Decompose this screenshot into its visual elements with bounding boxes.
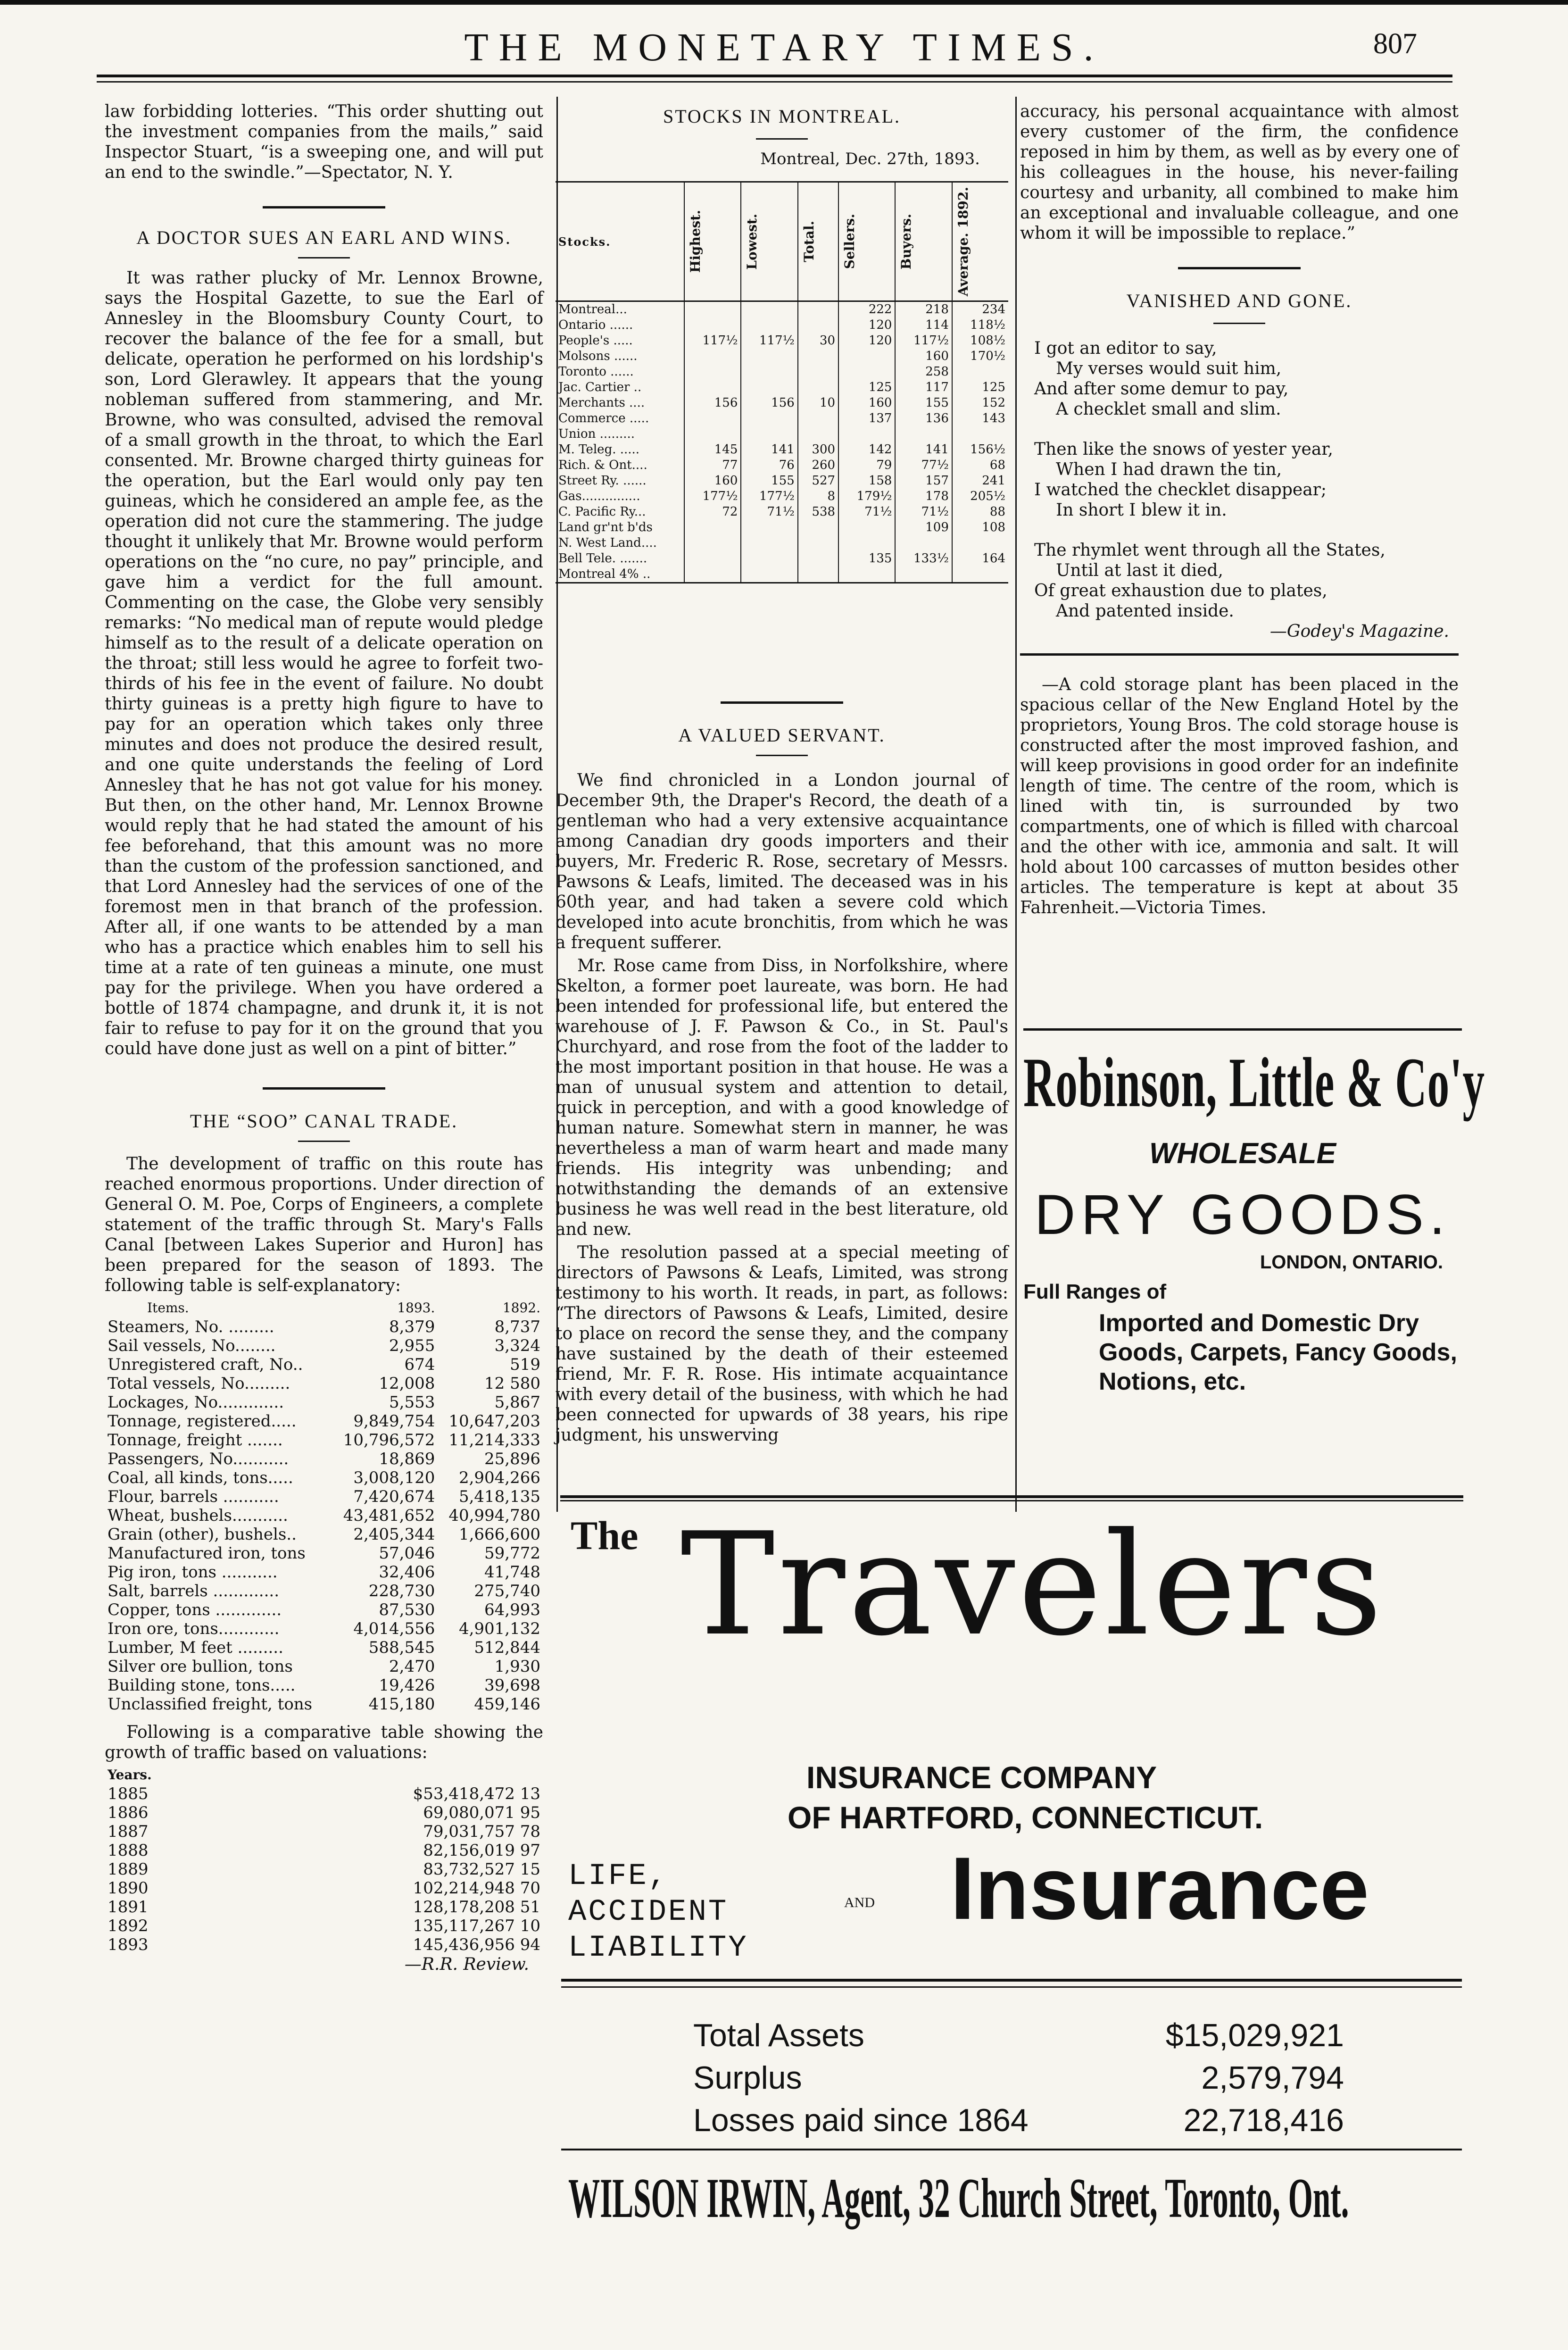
- table-row: [556, 489, 1008, 504]
- stock-value: [838, 426, 895, 442]
- table-row: [556, 473, 1008, 489]
- table-row: [556, 317, 1008, 333]
- stock-value: [798, 520, 838, 535]
- table-row: 1889 83,732,527 15: [108, 1860, 540, 1879]
- stock-value: 68: [952, 458, 1008, 473]
- ad-border: [1023, 1028, 1462, 1031]
- stock-name: C. Pacific Ry...: [558, 505, 646, 519]
- stock-value: [684, 349, 741, 364]
- company-name: Robinson, Little & Co'y: [1023, 1043, 1485, 1122]
- table-row: [556, 458, 1008, 473]
- table-row: 1887 79,031,757 78: [108, 1822, 540, 1841]
- table-header-row: Years.: [108, 1767, 152, 1783]
- stock-name: N. West Land....: [558, 536, 657, 550]
- table-header: Highest.: [688, 210, 703, 273]
- insurance-label: Insurance: [950, 1839, 1369, 1938]
- stock-value: [838, 535, 895, 551]
- stock-name: M. Teleg. .....: [558, 442, 640, 457]
- stock-value: 77½: [895, 458, 952, 473]
- stock-value: 155: [895, 395, 952, 411]
- robinson-little-ad: [1023, 1038, 1485, 1396]
- stock-value: 88: [952, 504, 1008, 520]
- table-row: Salt, barrels ............. 228,730 275,740: [108, 1582, 540, 1600]
- stock-value: [684, 364, 741, 380]
- insurance-kinds: [568, 1858, 748, 1966]
- table-row: [556, 395, 1008, 411]
- stock-value: [952, 364, 1008, 380]
- table-row: [556, 349, 1008, 364]
- table-header: Lowest.: [744, 213, 760, 270]
- header-rule-thin: [97, 81, 1452, 83]
- table-row: Tonnage, registered..... 9,849,754 10,647,203: [108, 1412, 540, 1431]
- kind-life: LIFE,: [568, 1859, 669, 1893]
- figure-value: 2,579,794: [1201, 2060, 1344, 2096]
- poem-line: I watched the checklet disappear;: [1034, 480, 1327, 500]
- stock-value: [895, 567, 952, 582]
- and-label: AND: [844, 1895, 875, 1910]
- ad-divider: [561, 2149, 1462, 2150]
- stock-value: 135: [838, 551, 895, 567]
- column-3: [1020, 101, 1459, 921]
- stock-value: 156½: [952, 442, 1008, 458]
- canal-traffic-table: [105, 1299, 543, 1714]
- table-header: Sellers.: [842, 214, 858, 269]
- poem-line: I got an editor to say,: [1034, 339, 1217, 358]
- stock-value: 120: [838, 317, 895, 333]
- article-title: THE “SOO” CANAL TRADE.: [190, 1110, 458, 1132]
- stock-value: 177½: [684, 489, 741, 504]
- stock-value: 8: [798, 489, 838, 504]
- figure-row: [693, 2057, 1344, 2099]
- table-row: [556, 411, 1008, 426]
- agent-line: WILSON IRWIN, Agent, 32 Church Street, Toronto, Ont.: [568, 2167, 1349, 2229]
- poem-line: Until at last it died,: [1056, 561, 1223, 580]
- stock-value: 137: [838, 411, 895, 426]
- ad-border-thin: [560, 1500, 1463, 1501]
- stock-value: 10: [798, 395, 838, 411]
- figure-label: Losses paid since 1864: [693, 2102, 1029, 2138]
- page-number: 807: [1373, 28, 1417, 60]
- poem: [1020, 338, 1459, 642]
- article-title: A DOCTOR SUES AN EARL AND WINS.: [136, 227, 512, 248]
- table-row: Passengers, No........... 18,869 25,896: [108, 1450, 540, 1468]
- table-row: [556, 380, 1008, 395]
- stock-value: [798, 535, 838, 551]
- article-body: Mr. Rose came from Diss, in Norfolkshire, where Skelton, a former poet laureate, was born. He had been intended for professional life, but entered the warehouse of J. F. Pawson & Co., in St. Paul's Churchyard, and rose from the foot of the ladder to the most important position in that house. He was a man of unusual system and attention to detail, quick in perception, and with a good knowledge of human nature. Somewhat stern in manner, he was nevertheless a man of warm heart and made many friends. His integrity was unbending; and notwithstanding the demands of an extensive business he was well read in the best literature, old and new.: [556, 956, 1008, 1239]
- table-row: 1885 $53,418,472 13: [108, 1784, 540, 1803]
- table-row: [556, 520, 1008, 535]
- table-header: 1893.: [397, 1300, 435, 1316]
- stock-value: 155: [741, 473, 797, 489]
- stock-name: People's .....: [558, 333, 633, 348]
- title-rule: [756, 138, 808, 140]
- stock-value: [684, 567, 741, 582]
- stock-value: 72: [684, 504, 741, 520]
- stock-name: Molsons ......: [558, 349, 638, 363]
- stock-value: 120: [838, 333, 895, 349]
- stock-value: 300: [798, 442, 838, 458]
- stock-value: 160: [684, 473, 741, 489]
- stock-value: 77: [684, 458, 741, 473]
- stock-value: 157: [895, 473, 952, 489]
- stock-value: [838, 364, 895, 380]
- stock-value: 177½: [741, 489, 797, 504]
- stock-value: 158: [838, 473, 895, 489]
- table-row: [556, 426, 1008, 442]
- valuation-table: [105, 1766, 543, 1954]
- stock-value: 538: [798, 504, 838, 520]
- stock-value: [798, 551, 838, 567]
- kind-accident: ACCIDENT: [568, 1895, 729, 1929]
- title-rule: [298, 1141, 350, 1142]
- dry-goods-label: DRY GOODS.: [1034, 1183, 1451, 1246]
- section-rule: [263, 1087, 385, 1090]
- stock-value: 133½: [895, 551, 952, 567]
- stock-value: 117½: [684, 333, 741, 349]
- stock-value: 79: [838, 458, 895, 473]
- stock-value: [798, 380, 838, 395]
- masthead-title: THE MONETARY TIMES.: [464, 25, 1104, 69]
- stock-value: [741, 426, 797, 442]
- stock-value: [952, 535, 1008, 551]
- stock-value: 71½: [741, 504, 797, 520]
- table-row: Silver ore bullion, tons 2,470 1,930: [108, 1657, 540, 1676]
- article-title: A VALUED SERVANT.: [678, 725, 886, 746]
- full-ranges-label: Full Ranges of: [1023, 1280, 1167, 1303]
- stock-name: Commerce .....: [558, 411, 649, 425]
- financial-figures: [693, 2014, 1344, 2142]
- stock-name: Toronto ......: [558, 365, 634, 379]
- stock-value: 170½: [952, 349, 1008, 364]
- section-rule: [1178, 267, 1301, 269]
- poem-line: My verses would suit him,: [1056, 359, 1282, 378]
- article-body: We find chronicled in a London journal of December 9th, the Draper's Record, the death of a gentleman who had a very extensive acquaintance among Canadian dry goods importers and their buyers, Mr. Frederic R. Rose, secretary of Messrs. Pawsons & Leafs, limited. The deceased was in his 60th year, and had taken a severe cold which developed into acute bronchitis, from which he was a frequent sufferer.: [556, 771, 1008, 952]
- stock-name: Merchants ....: [558, 396, 645, 410]
- table-row: Lumber, M feet ......... 588,545 512,844: [108, 1638, 540, 1657]
- stock-name: Montreal 4% ..: [558, 567, 651, 581]
- stock-value: [741, 317, 797, 333]
- table-header: 1892.: [502, 1300, 540, 1316]
- stock-value: [684, 551, 741, 567]
- stock-value: [838, 567, 895, 582]
- stock-value: 117½: [741, 333, 797, 349]
- stock-value: 117½: [895, 333, 952, 349]
- table-row: Manufactured iron, tons 57,046 59,772: [108, 1544, 540, 1563]
- stock-value: 160: [838, 395, 895, 411]
- figure-row: [693, 2099, 1344, 2142]
- location-label: LONDON, ONTARIO.: [1260, 1252, 1443, 1273]
- table-row: 1892 135,117,267 10: [108, 1917, 540, 1935]
- table-row: 1890 102,214,948 70: [108, 1879, 540, 1898]
- stock-value: 71½: [838, 504, 895, 520]
- table-header: Total.: [801, 221, 817, 262]
- stock-name: Montreal...: [558, 302, 627, 317]
- stock-value: 258: [895, 364, 952, 380]
- stock-value: 142: [838, 442, 895, 458]
- top-border: [0, 0, 1568, 5]
- table-row: Tonnage, freight ....... 10,796,572 11,214,333: [108, 1431, 540, 1450]
- table-row: [556, 442, 1008, 458]
- table-row: 1886 69,080,071 95: [108, 1803, 540, 1822]
- stock-name: Gas...............: [558, 489, 640, 503]
- stock-value: 205½: [952, 489, 1008, 504]
- stock-value: [741, 349, 797, 364]
- table-row: [556, 504, 1008, 520]
- stock-value: [895, 535, 952, 551]
- stock-value: [741, 567, 797, 582]
- table-row: [556, 364, 1008, 380]
- stock-value: 125: [952, 380, 1008, 395]
- title-rule: [1213, 323, 1265, 324]
- stock-value: 234: [952, 301, 1008, 318]
- stock-value: [741, 380, 797, 395]
- stock-value: [684, 426, 741, 442]
- article-body: The resolution passed at a special meeting of directors of Pawsons & Leafs, Limited, was strong testimony to his worth. It reads, in part, as follows: “The directors of Pawsons & Leafs, Limited, desire to place on record the sense they, and the company have sustained by the death of their esteemed friend, Mr. F. R. Rose. His intimate acquaintance with every detail of the business, with which he had been connected for upwards of 38 years, his ripe judgment, his unswerving: [556, 1243, 1008, 1445]
- table-row: Total vessels, No......... 12,008 12 580: [108, 1374, 540, 1393]
- stock-value: 164: [952, 551, 1008, 567]
- stock-value: [741, 520, 797, 535]
- column-separator: [1015, 97, 1017, 1512]
- wholesale-label: WHOLESALE: [1149, 1137, 1336, 1170]
- poem-line: In short I blew it in.: [1056, 500, 1227, 520]
- stock-value: 156: [741, 395, 797, 411]
- table-row: 1893 145,436,956 94: [108, 1935, 540, 1954]
- stock-value: 218: [895, 301, 952, 318]
- stock-value: 178: [895, 489, 952, 504]
- table-row: Copper, tons ............. 87,530 64,993: [108, 1600, 540, 1619]
- table-header: Items.: [147, 1300, 189, 1316]
- table-row: Pig iron, tons ........... 32,406 41,748: [108, 1563, 540, 1582]
- section-rule: [263, 206, 385, 208]
- stock-value: 160: [895, 349, 952, 364]
- stock-value: 118½: [952, 317, 1008, 333]
- column-1: [105, 101, 543, 1975]
- table-row: [556, 535, 1008, 551]
- stock-value: [798, 567, 838, 582]
- stock-value: [684, 301, 741, 318]
- stock-value: [741, 535, 797, 551]
- stock-value: 109: [895, 520, 952, 535]
- figure-label: Surplus: [693, 2060, 802, 2096]
- stock-value: [741, 411, 797, 426]
- stock-value: [895, 426, 952, 442]
- article-body: —A cold storage plant has been placed in the spacious cellar of the New England Hotel by the proprietors, Young Bros. The cold storage house is constructed after the most improved fashion, and will keep provisions in good order for an indefinite length of time. The centre of the room, which is lined with tin, is surrounded by two compartments, one of which is filled with charcoal and the other with ice, ammonia and salt. It will hold about 100 carcasses of mutton besides other articles. The temperature is kept at about 35 Fahrenheit.—Victoria Times.: [1020, 675, 1459, 917]
- comparison-intro: Following is a comparative table showing the growth of traffic based on valuations:: [105, 1723, 543, 1762]
- table-row: [556, 551, 1008, 567]
- stock-value: 527: [798, 473, 838, 489]
- kind-liability: LIABILITY: [568, 1931, 748, 1965]
- stock-value: [684, 411, 741, 426]
- figure-label: Total Assets: [693, 2017, 864, 2053]
- stock-value: 117: [895, 380, 952, 395]
- stock-value: 141: [895, 442, 952, 458]
- stock-name: Street Ry. ......: [558, 474, 647, 488]
- stock-value: 152: [952, 395, 1008, 411]
- table-header-row: [105, 1299, 543, 1317]
- stock-name: Rich. & Ont....: [558, 458, 647, 472]
- travelers-title: Travelers: [680, 1502, 1385, 1667]
- table-row: Lockages, No............. 5,553 5,867: [108, 1393, 540, 1412]
- table-header: Buyers.: [898, 213, 914, 270]
- table-row: 1888 82,156,019 97: [108, 1841, 540, 1860]
- stock-value: 241: [952, 473, 1008, 489]
- table-row: Unregistered craft, No.. 674 519: [108, 1355, 540, 1374]
- table-row: Sail vessels, No........ 2,955 3,324: [108, 1336, 540, 1355]
- article-body: It was rather plucky of Mr. Lennox Browne, says the Hospital Gazette, to sue the Earl of Annesley in the Bloomsbury County Court, to recover the balance of the fee for a small, but delicate, operation he performed on his lordship's son, Lord Glerawley. It appears that the young nobleman suffered from stammering, and Mr. Browne, who was consulted, advised the removal of a small growth in the throat, to which the Earl consented. Mr. Browne charged thirty guineas for the operation, but the Earl would only pay ten guineas, which he considered an ample fee, as the operation did not cure the stammering. The judge thought it unlikely that Mr. Browne would perform operations on the “no cure, no pay” principle, and gave him a verdict for the full amount. Commenting on the case, the Globe very sensibly remarks: “No medical man of repute would pledge himself as to the result of a delicate operation on the throat; still less would he agree to forfeit two-thirds of his fee in the event of failure. No doubt thirty guineas is a pretty high figure to have to pay for an operation which takes only three minutes and does not produce the desired result, and one quite understands the feeling of Lord Annesley that he has not got value for his money. But then, on the other hand, Mr. Lennox Browne would reply that he had stated the amount of his fee beforehand, that this amount was no more than the custom of the profession sanctioned, and that Lord Annesley had the services of one of the foremost men in that branch of the profession. After all, if one wants to be attended by a man who has a practice which enables him to sell his time at a rate of ten guineas a minute, one must pay for the privilege. When you have ordered a bottle of 1874 champagne, and drunk it, it is not fair to refuse to pay for it on the ground that you could have done just as well on a pint of bitter.”: [105, 268, 543, 1058]
- stocks-title: STOCKS IN MONTREAL.: [663, 106, 901, 127]
- stocks-date: Montreal, Dec. 27th, 1893.: [760, 150, 980, 168]
- stock-value: [952, 426, 1008, 442]
- stock-value: 156: [684, 395, 741, 411]
- article-continued: accuracy, his personal acquaintance with almost every customer of the firm, the confidence reposed in him by them, as well as by every one of his colleagues in the house, his never-failing courtesy and urbanity, all combined to make him an exceptional and invaluable colleague, and one whom it will be impossible to replace.”: [1020, 102, 1459, 243]
- article-body: The development of traffic on this route has reached enormous proportions. Under direction of General O. M. Poe, Corps of Engineers, a complete statement of the traffic through St. Mary's Falls Canal [between Lakes Superior and Huron] has been prepared for the season of 1893. The following table is self-explanatory:: [105, 1154, 543, 1295]
- figure-row: [693, 2014, 1344, 2057]
- source-credit: —R.R. Review.: [404, 1955, 529, 1974]
- table-header: Average. 1892.: [955, 186, 971, 297]
- stock-value: 108½: [952, 333, 1008, 349]
- title-rule: [298, 257, 350, 258]
- stock-value: [684, 520, 741, 535]
- stock-value: 136: [895, 411, 952, 426]
- travelers-ad: [561, 1502, 1462, 2328]
- table-row: [556, 567, 1008, 582]
- poem-line: When I had drawn the tin,: [1056, 460, 1282, 479]
- stock-value: [838, 520, 895, 535]
- ad-divider-thin: [561, 1986, 1462, 1988]
- table-row: Flour, barrels ........... 7,420,674 5,418,135: [108, 1487, 540, 1506]
- poem-title: VANISHED AND GONE.: [1126, 290, 1352, 311]
- poem-line: And after some demur to pay,: [1034, 379, 1289, 399]
- section-rule: [1020, 653, 1459, 656]
- poem-line: The rhymlet went through all the States,: [1034, 541, 1385, 560]
- stock-value: 143: [952, 411, 1008, 426]
- table-row: [556, 301, 1008, 318]
- stock-name: Jac. Cartier ..: [558, 380, 642, 394]
- stock-name: Ontario ......: [558, 318, 633, 332]
- poem-line: And patented inside.: [1056, 601, 1234, 621]
- stock-value: 179½: [838, 489, 895, 504]
- figure-value: 22,718,416: [1183, 2102, 1344, 2138]
- stock-value: 76: [741, 458, 797, 473]
- stock-value: [838, 349, 895, 364]
- poem-line: Of great exhaustion due to plates,: [1034, 581, 1327, 600]
- stock-value: [798, 317, 838, 333]
- section-rule: [721, 701, 843, 704]
- stock-value: [952, 567, 1008, 582]
- goods-list: Imported and Domestic Dry Goods, Carpets, Fancy Goods, Notions, etc.: [1099, 1309, 1457, 1395]
- column-2: [556, 101, 1008, 1448]
- source-credit: —Godey's Magazine.: [1269, 622, 1449, 641]
- stock-value: [798, 411, 838, 426]
- table-row: Steamers, No. ......... 8,379 8,737: [108, 1317, 540, 1336]
- lottery-intro: law forbidding lotteries. “This order shutting out the investment companies from the mails,” said Inspector Stuart, “is a sweeping one, and will put an end to the swindle.”—Spectator, N. Y.: [105, 102, 543, 182]
- stock-value: [684, 380, 741, 395]
- stock-value: 145: [684, 442, 741, 458]
- stock-value: 260: [798, 458, 838, 473]
- ad-border: [560, 1495, 1463, 1498]
- stock-value: [798, 364, 838, 380]
- stock-value: [684, 317, 741, 333]
- stock-value: [741, 364, 797, 380]
- figure-value: $15,029,921: [1165, 2017, 1344, 2053]
- stock-value: 71½: [895, 504, 952, 520]
- ad-divider: [561, 1979, 1462, 1982]
- stock-name: Union .........: [558, 427, 635, 441]
- stock-value: 30: [798, 333, 838, 349]
- header-rule: [97, 75, 1452, 77]
- stock-value: 141: [741, 442, 797, 458]
- poem-line: A checklet small and slim.: [1056, 400, 1281, 419]
- hartford-label: OF HARTFORD, CONNECTICUT.: [788, 1800, 1263, 1835]
- title-rule: [756, 755, 808, 756]
- table-bottom-rule: [556, 582, 1008, 583]
- table-row: Iron ore, tons............ 4,014,556 4,901,132: [108, 1619, 540, 1638]
- table-row: Coal, all kinds, tons..... 3,008,120 2,904,266: [108, 1468, 540, 1487]
- stocks-table: [556, 183, 1008, 582]
- table-row: 1891 128,178,208 51: [108, 1898, 540, 1917]
- stock-value: 114: [895, 317, 952, 333]
- stock-value: [798, 301, 838, 318]
- company-label: INSURANCE COMPANY: [806, 1760, 1157, 1795]
- stock-value: 222: [838, 301, 895, 318]
- the-label: The: [571, 1513, 639, 1558]
- stock-name: Bell Tele. .......: [558, 551, 647, 566]
- table-row: Wheat, bushels........... 43,481,652 40,994,780: [108, 1506, 540, 1525]
- table-row: [556, 333, 1008, 349]
- stock-value: [741, 551, 797, 567]
- table-row: Unclassified freight, tons 415,180 459,146: [108, 1695, 540, 1714]
- stock-value: 108: [952, 520, 1008, 535]
- poem-line: Then like the snows of yester year,: [1034, 440, 1333, 459]
- table-row: Grain (other), bushels.. 2,405,344 1,666,600: [108, 1525, 540, 1544]
- stock-value: [684, 535, 741, 551]
- table-header: Stocks.: [558, 234, 611, 249]
- stock-value: [798, 349, 838, 364]
- table-header-row: [556, 183, 1008, 301]
- table-row: Building stone, tons..... 19,426 39,698: [108, 1676, 540, 1695]
- stock-value: [798, 426, 838, 442]
- stock-name: Land gr'nt b'ds: [558, 520, 653, 534]
- stock-value: 125: [838, 380, 895, 395]
- stock-value: [741, 301, 797, 318]
